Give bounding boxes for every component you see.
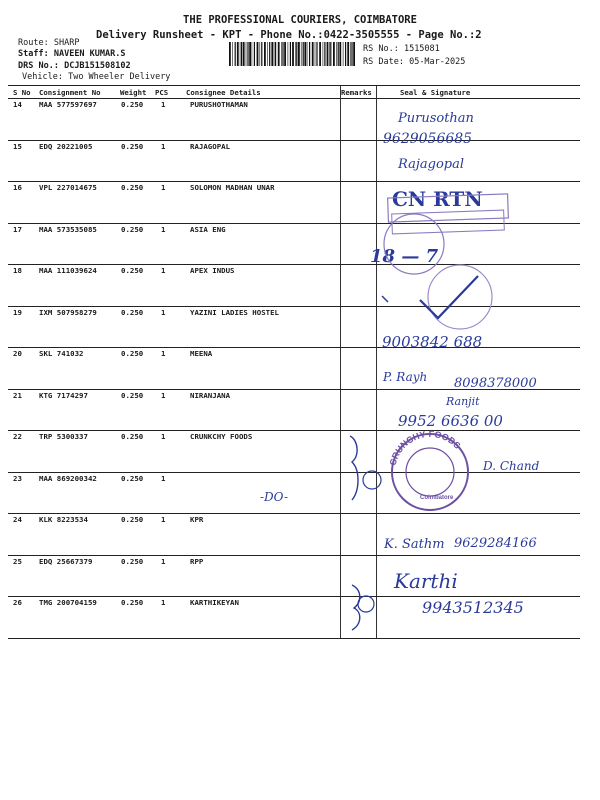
row-weight: 0.250	[121, 390, 144, 400]
col-consignment: Consignment No	[39, 88, 101, 97]
row-divider	[8, 513, 580, 514]
row-consignee: NIRANJANA	[190, 390, 231, 400]
row-sno: 18	[13, 266, 22, 275]
row-pcs: 1	[161, 266, 166, 275]
row-divider	[8, 555, 580, 556]
phone-r21: 9952 6636 00	[398, 412, 503, 430]
row-divider	[8, 430, 580, 431]
stamp-crunchy-text: CRUNCHY FOODS	[387, 428, 463, 467]
row-sno: 24	[13, 515, 22, 524]
signature-r20: P. Rayh	[383, 370, 428, 384]
vehicle-value: Two Wheeler Delivery	[68, 72, 171, 82]
signature-r22: D. Chand	[483, 459, 540, 473]
row-pcs: 1	[161, 598, 166, 607]
row-weight: 0.250	[121, 432, 144, 441]
row-pcs: 1	[161, 100, 166, 109]
row-divider	[8, 472, 580, 473]
row-pcs: 1	[161, 473, 166, 483]
row-consignment: EDQ 25667379	[39, 556, 93, 566]
col-remarks: Remarks	[341, 88, 372, 97]
row-pcs: 1	[161, 556, 166, 566]
row-divider	[8, 347, 580, 348]
row-divider	[8, 223, 580, 224]
row-weight: 0.250	[121, 598, 144, 607]
rs-no-line	[363, 44, 440, 54]
row-consignment: VPL 227014675	[39, 183, 97, 192]
row-sno: 20	[13, 349, 22, 358]
barcode-image	[229, 42, 356, 66]
table-top-rule	[8, 85, 580, 86]
route-label: Route:	[18, 38, 49, 48]
signature-r26: Karthi	[394, 569, 458, 593]
drs-value: DCJB151508102	[64, 61, 131, 71]
row-weight: 0.250	[121, 183, 144, 192]
row-consignment: MAA 869200342	[39, 473, 97, 483]
row-sno: 15	[13, 141, 22, 151]
row-divider	[8, 596, 580, 597]
rs-no-value: 1515081	[403, 44, 440, 54]
col-pcs: PCS	[155, 88, 169, 97]
route-line	[18, 38, 79, 48]
drs-line	[18, 61, 131, 71]
row-sno: 21	[13, 390, 22, 400]
row-consignee: YAZINI LADIES HOSTEL	[190, 307, 279, 317]
stamp-r16	[388, 194, 509, 234]
row-sno: 22	[13, 432, 22, 441]
row-sno: 16	[13, 183, 22, 192]
row-weight: 0.250	[121, 349, 144, 358]
col-consignee: Consignee Details	[186, 88, 261, 97]
row-weight: 0.250	[121, 266, 144, 275]
row-divider	[8, 264, 580, 265]
row-weight: 0.250	[121, 141, 144, 151]
rs-date-line	[363, 57, 465, 67]
row-pcs: 1	[161, 183, 166, 192]
route-value: SHARP	[53, 38, 80, 48]
row-consignment: KTG 7174297	[39, 390, 88, 400]
row-sno: 14	[13, 100, 22, 109]
signature-r15: Rajagopal	[398, 157, 464, 172]
phone-r26: 9943512345	[422, 598, 524, 617]
vehicle-label: Vehicle:	[22, 72, 63, 82]
stamp-city-text: Coimbatore	[420, 495, 454, 501]
company-title: THE PROFESSIONAL COURIERS, COIMBATORE	[183, 14, 417, 26]
row-consignment: MAA 111039624	[39, 266, 97, 275]
col-seal-signature: Seal & Signature	[400, 88, 471, 97]
row-consignee: RAJAGOPAL	[190, 141, 231, 151]
drs-label: DRS No.:	[18, 61, 59, 71]
row-consignee: KPR	[190, 515, 204, 524]
row-pcs: 1	[161, 224, 166, 234]
row-sno: 23	[13, 473, 22, 483]
svg-text:CRUNCHY FOODS	[388, 429, 463, 467]
staff-value: NAVEEN KUMAR.S	[53, 49, 126, 59]
row-consignee: APEX INDUS	[190, 266, 235, 275]
runsheet-subtitle: Delivery Runsheet - KPT - Phone No.:0422-3505555 - Page No.:2	[96, 29, 482, 41]
staff-label: Staff:	[18, 49, 49, 59]
row-consignment: TMG 200704159	[39, 598, 97, 607]
row-consignee: RPP	[190, 556, 204, 566]
rs-date-label: RS Date:	[363, 57, 404, 67]
row-pcs: 1	[161, 515, 166, 524]
row-weight: 0.250	[121, 473, 144, 483]
row-sno: 19	[13, 307, 22, 317]
row-divider	[8, 306, 580, 307]
signature-r24: K. Sathm	[384, 537, 445, 552]
row-divider	[8, 389, 580, 390]
rtn-mark-r16: CN RTN	[392, 187, 483, 211]
rs-date-value: 05-Mar-2025	[409, 57, 466, 67]
row-sno: 26	[13, 598, 22, 607]
row-consignee: SOLOMON MADHAN UNAR	[190, 183, 275, 192]
row-consignee: ASIA ENG	[190, 224, 226, 234]
row-weight: 0.250	[121, 100, 144, 109]
brace-r26	[352, 585, 360, 630]
crunchy-foods-stamp	[363, 429, 468, 510]
phone-r20: 8098378000	[454, 376, 537, 391]
row-weight: 0.250	[121, 224, 144, 234]
row-consignee: KARTHIKEYAN	[190, 598, 239, 607]
mark-circle-r26	[358, 596, 374, 612]
signature-r14: Purusothan	[398, 111, 474, 126]
table-header-rule	[8, 98, 580, 99]
col-sno: S No	[13, 88, 31, 97]
row-weight: 0.250	[121, 515, 144, 524]
row-pcs: 1	[161, 141, 166, 151]
checkmark-signature-r18	[382, 265, 492, 329]
row-consignee: CRUNKCHY FOODS	[190, 432, 253, 441]
signature-r21: Ranjit	[446, 395, 480, 408]
row-consignment: TRP 5300337	[39, 432, 88, 441]
row-sno: 17	[13, 224, 22, 234]
row-weight: 0.250	[121, 556, 144, 566]
row-sno: 25	[13, 556, 22, 566]
row-consignment: IXM 507958279	[39, 307, 97, 317]
row-weight: 0.250	[121, 307, 144, 317]
row-pcs: 1	[161, 432, 166, 441]
row-consignment: SKL 741032	[39, 349, 84, 358]
row-consignee: PURUSHOTHAMAN	[190, 100, 248, 109]
row-consignment: EDQ 20221005	[39, 141, 93, 151]
staff-line	[18, 49, 126, 59]
row-consignment: MAA 577597697	[39, 100, 97, 109]
row-pcs: 1	[161, 349, 166, 358]
rs-no-label: RS No.:	[363, 44, 399, 54]
row-divider	[8, 140, 580, 141]
row-consignment: MAA 573535085	[39, 224, 97, 234]
row-pcs: 1	[161, 307, 166, 317]
col-weight: Weight	[120, 88, 147, 97]
row-consignment: KLK 8223534	[39, 515, 88, 524]
brace-r22-r23	[350, 436, 358, 500]
row-pcs: 1	[161, 390, 166, 400]
row-divider	[8, 638, 580, 639]
phone-r24: 9629284166	[454, 536, 537, 551]
row-consignee: MEENA	[190, 349, 213, 358]
phone-r14: 9629056685	[383, 131, 473, 147]
ditto-r23: -DO-	[260, 490, 289, 504]
vehicle-line	[22, 72, 170, 82]
mark-r17: 18 — 7	[370, 246, 439, 267]
phone-r19: 9003842 688	[382, 333, 483, 351]
row-divider	[8, 181, 580, 182]
